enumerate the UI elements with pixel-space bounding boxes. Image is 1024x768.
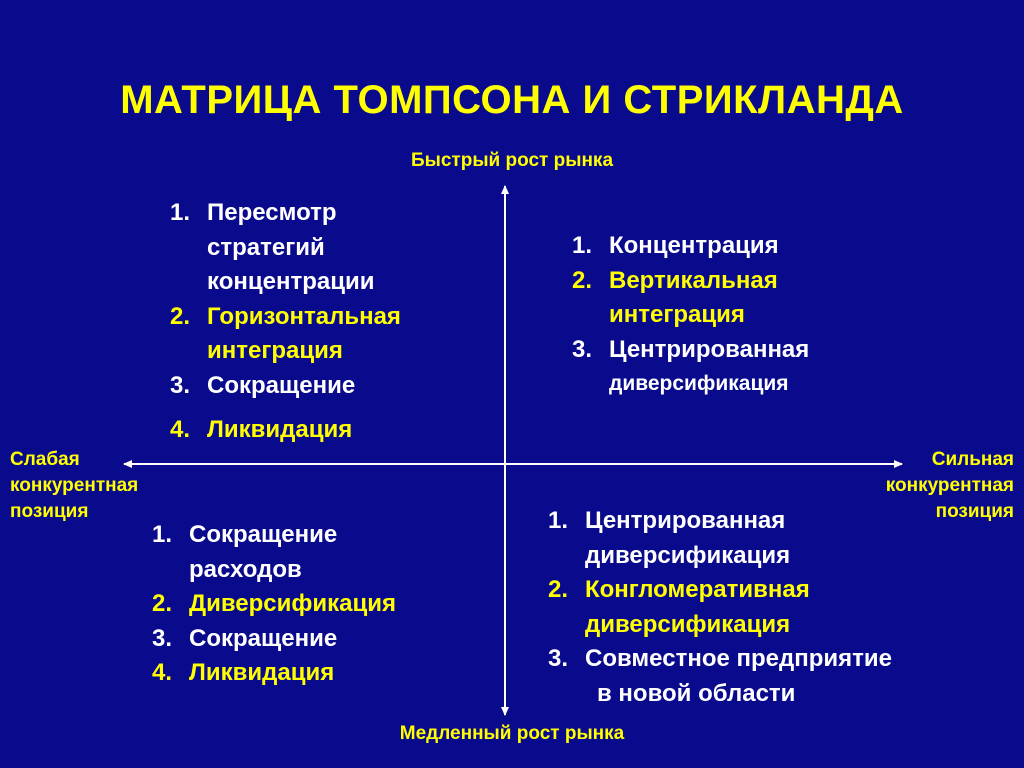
strategy-text: диверсификация bbox=[609, 372, 789, 395]
strategy-text: Горизонтальная bbox=[207, 302, 401, 330]
strategy-item bbox=[152, 656, 396, 691]
strategy-number: 3. bbox=[152, 624, 173, 652]
strategy-number: 1. bbox=[572, 232, 593, 259]
strategy-item bbox=[548, 573, 892, 642]
strategy-number: 3. bbox=[548, 645, 569, 672]
strategy-item bbox=[572, 229, 809, 264]
strategy-item bbox=[152, 622, 396, 657]
axis-label-weak-position bbox=[10, 447, 210, 525]
quadrant-top-left bbox=[170, 196, 401, 448]
strategy-item bbox=[572, 333, 809, 402]
strategy-item bbox=[152, 518, 396, 587]
strategy-text: Совместное предприятие bbox=[585, 645, 892, 672]
strategy-number: 2. bbox=[170, 302, 191, 330]
strategy-item bbox=[170, 369, 401, 404]
strategy-item bbox=[572, 264, 809, 333]
slide-title: МАТРИЦА ТОМПСОНА И СТРИКЛАНДА bbox=[120, 78, 904, 122]
strategy-number: 2. bbox=[572, 266, 593, 294]
strategy-number: 2. bbox=[548, 576, 569, 603]
strategy-text: Ликвидация bbox=[189, 659, 335, 686]
strategy-number: 1. bbox=[548, 507, 569, 534]
strategy-text: стратегий bbox=[207, 233, 325, 261]
strategy-text: интеграция bbox=[609, 301, 745, 328]
quadrant-top-right bbox=[572, 229, 809, 402]
strategy-item bbox=[170, 300, 401, 369]
axis-label-line: Сильная bbox=[931, 449, 1014, 470]
axis-label-line: конкурентная bbox=[10, 475, 139, 496]
strategy-text: Сокращение bbox=[189, 624, 338, 652]
axis-label-line: позиция bbox=[10, 501, 89, 522]
strategy-item bbox=[548, 642, 892, 711]
strategy-text: Диверсификация bbox=[189, 590, 397, 617]
strategy-text: интеграция bbox=[207, 337, 343, 364]
quadrant-bottom-right bbox=[548, 504, 892, 711]
strategy-number: 4. bbox=[152, 659, 173, 686]
strategy-text: Сокращение bbox=[207, 371, 356, 399]
strategy-text: в новой области bbox=[597, 679, 796, 707]
strategy-text: диверсификация bbox=[585, 610, 791, 638]
strategy-text: концентрации bbox=[207, 268, 375, 295]
axis-label-fast-growth: Быстрый рост рынка bbox=[410, 150, 614, 171]
strategy-number: 2. bbox=[152, 590, 173, 617]
strategy-text: Пересмотр bbox=[207, 199, 337, 226]
strategy-number: 4. bbox=[170, 416, 191, 443]
strategy-item bbox=[170, 413, 401, 448]
strategy-text: Концентрация bbox=[609, 232, 779, 259]
strategy-text: Сокращение bbox=[189, 521, 338, 548]
strategy-number: 1. bbox=[170, 199, 191, 226]
strategy-number: 1. bbox=[152, 521, 173, 548]
axis-label-slow-growth: Медленный рост рынка bbox=[399, 723, 625, 744]
strategy-item bbox=[548, 504, 892, 573]
axis-label-line: позиция bbox=[935, 501, 1014, 522]
strategy-text: Центрированная bbox=[609, 335, 810, 363]
strategy-number: 3. bbox=[170, 371, 191, 399]
axis-label-line: Слабая bbox=[10, 449, 80, 470]
axis-label-line: конкурентная bbox=[885, 475, 1014, 496]
strategy-text: Конгломеративная bbox=[585, 576, 810, 603]
strategy-text: расходов bbox=[189, 555, 302, 583]
strategy-number: 3. bbox=[572, 335, 593, 363]
quadrant-bottom-left bbox=[152, 518, 396, 691]
strategy-text: Вертикальная bbox=[609, 266, 778, 294]
strategy-text: диверсификация bbox=[585, 541, 791, 569]
strategy-text: Ликвидация bbox=[207, 416, 353, 443]
strategy-item bbox=[170, 196, 401, 300]
strategy-text: Центрированная bbox=[585, 507, 786, 534]
strategy-item bbox=[152, 587, 396, 622]
